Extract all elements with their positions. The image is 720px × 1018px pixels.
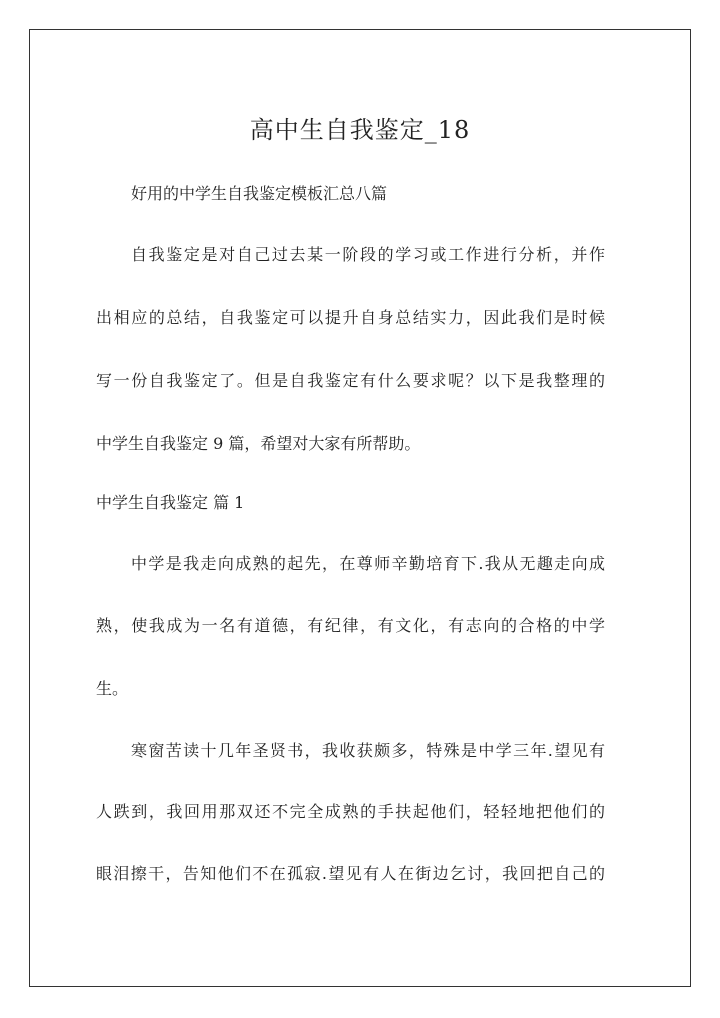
paragraph-line: 生。 [96, 679, 129, 698]
document-title: 高中生自我鉴定_18 [249, 116, 471, 144]
paragraph-line: 出相应的总结，自我鉴定可以提升自身总结实力，因此我们是时候 [96, 308, 605, 327]
paragraph-line: 眼泪擦干，告知他们不在孤寂.望见有人在街边乞讨，我回把自己的 [96, 864, 605, 883]
paragraph-line: 人跌到，我回用那双还不完全成熟的手扶起他们，轻轻地把他们的 [96, 802, 605, 821]
paragraph-line: 中学生自我鉴定 9 篇，希望对大家有所帮助。 [96, 434, 421, 453]
paragraph-line: 中学是我走向成熟的起先，在尊师辛勤培育下.我从无趣走向成 [131, 554, 605, 573]
paragraph-line: 写一份自我鉴定了。但是自我鉴定有什么要求呢？以下是我整理的 [96, 371, 605, 390]
paragraph-line: 自我鉴定是对自己过去某一阶段的学习或工作进行分析，并作 [131, 245, 605, 264]
subtitle-line: 好用的中学生自我鉴定模板汇总八篇 [131, 184, 388, 203]
section-heading: 中学生自我鉴定 篇 1 [96, 493, 245, 512]
paragraph-line: 熟，使我成为一名有道德，有纪律，有文化，有志向的合格的中学 [96, 616, 605, 635]
paragraph-line: 寒窗苦读十几年圣贤书，我收获颇多，特殊是中学三年.望见有 [131, 741, 605, 760]
